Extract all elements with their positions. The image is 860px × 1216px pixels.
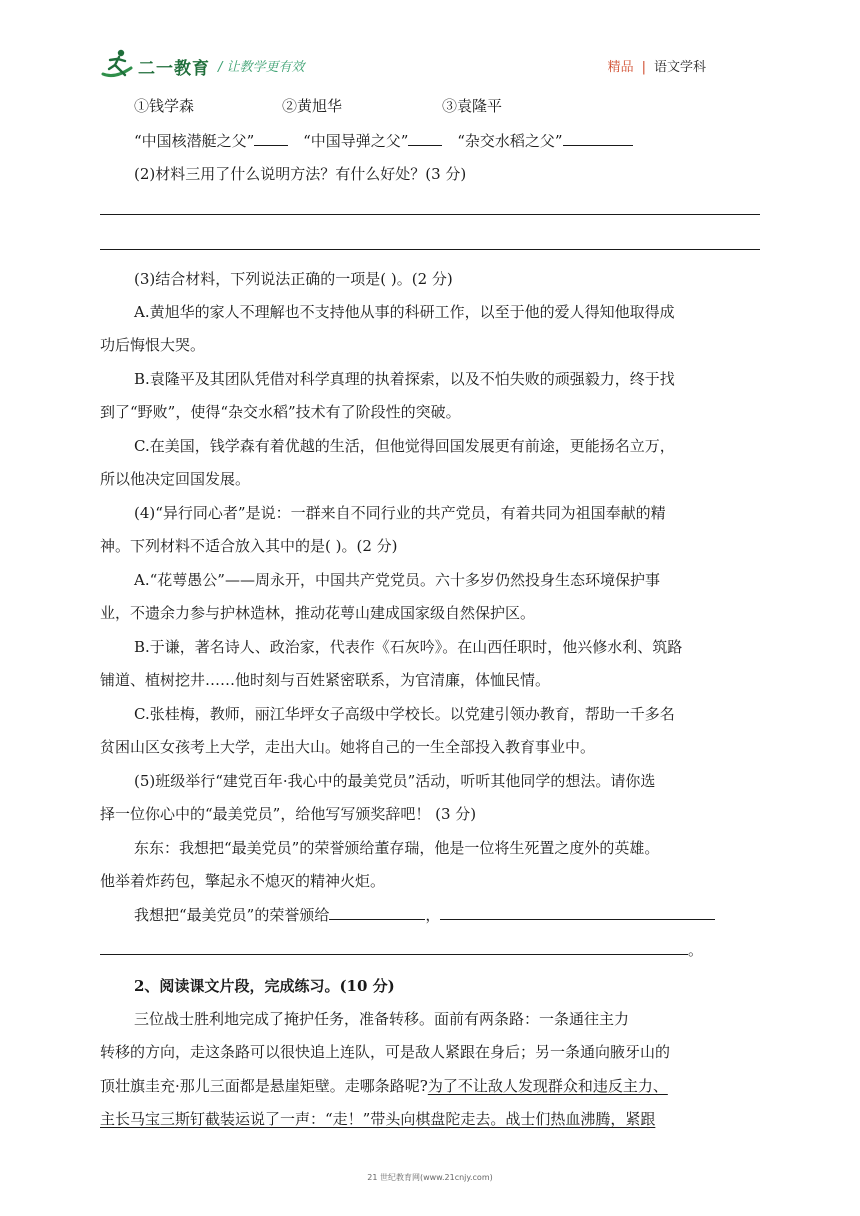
person-options — [134, 96, 502, 116]
q5-comma: ， — [425, 906, 441, 924]
passage-text: 顶壮旗圭充·那儿三面都是悬崖矩壁。走哪条路呢? — [100, 1077, 428, 1095]
q3-option-a-cont: 功后悔恨大哭。 — [100, 336, 206, 354]
quality-tag: 精品 — [607, 60, 634, 75]
header-divider: | — [641, 60, 646, 75]
question-5-stem-cont: 择一位你心中的“最美党员”，给他写写颁奖辞吧！ (3 分) — [100, 805, 477, 823]
passage-line: 三位战士胜利地完成了掩护任务，准备转移。面前有两条路：一条通往主力 — [134, 1010, 630, 1028]
q5-example-cont: 他举着炸药包，擎起永不熄灭的精神火炬。 — [100, 872, 386, 890]
answer-blank-2[interactable] — [408, 131, 442, 146]
subject-label: 语文学科 — [653, 60, 706, 75]
q4-option-a: A.“花萼愚公”——周永开，中国共产党党员。六十多岁仍然投身生态环境保护事 — [134, 571, 660, 589]
title-3: “杂交水稻之父” — [457, 132, 563, 150]
citation-blank[interactable] — [440, 905, 715, 920]
q5-period: 。 — [688, 941, 704, 959]
passage-line — [100, 1076, 668, 1096]
citation-blank-cont[interactable] — [100, 940, 688, 955]
answer-line[interactable] — [100, 214, 760, 215]
passage-line: 转移的方向，走这条路可以很快追上连队，可是敌人紧跟在身后；另一条通向腋牙山的 — [100, 1043, 671, 1061]
q3-option-c: C.在美国，钱学森有着优越的生活，但他觉得回国发展更有前途，更能扬名立万， — [134, 437, 675, 455]
q3-option-b: B.袁隆平及其团队凭借对科学真理的执着探索，以及不怕失败的顽强毅力，终于找 — [134, 370, 675, 388]
q5-example: 东东：我想把“最美党员”的荣誉颁给董存瑞，他是一位将生死置之度外的英雄。 — [134, 839, 660, 857]
q4-option-b: B.于谦，著名诗人、政治家，代表作《石灰吟》。在山西任职时，他兴修水利、筑路 — [134, 638, 683, 656]
q4-option-b-cont: 铺道、植树挖井……他时刻与百姓紧密联系，为官清廉，体恤民情。 — [100, 671, 551, 689]
option-3: ③袁隆平 — [442, 97, 503, 115]
option-2: ②黄旭华 — [282, 97, 343, 115]
header-subject — [608, 56, 706, 75]
nominee-blank[interactable] — [329, 905, 425, 920]
title-1: “中国核潜艇之父” — [134, 132, 255, 150]
question-4-stem: (4)“异行同心者”是说：一群来自不同行业的共产党员，有着共同为祖国奉献的精 — [134, 504, 666, 522]
match-row — [134, 131, 633, 151]
underlined-sentence: 为了不让敌人发现群众和违反主力、 — [427, 1077, 668, 1095]
answer-blank-1[interactable] — [254, 131, 288, 146]
q5-prompt-text: 我想把“最美党员”的荣誉颁给 — [134, 906, 330, 924]
question-4-stem-cont: 神。下列材料不适合放入其中的是( )。(2 分) — [100, 537, 398, 555]
underlined-sentence: 主长马宝三斯钉截装运说了一声：“走！”带头向棋盘陀走去。战士们热血沸腾，紧跟 — [100, 1110, 656, 1128]
logo-text: 二一教育 — [138, 59, 210, 79]
question-2: (2)材料三用了什么说明方法？有什么好处？(3 分) — [134, 165, 467, 183]
q4-option-a-cont: 业，不遗余力参与护林造林，推动花萼山建成国家级自然保护区。 — [100, 604, 536, 622]
q5-answer-prompt — [134, 905, 715, 925]
running-man-logo-icon — [100, 48, 134, 80]
q4-option-c-cont: 贫困山区女孩考上大学，走出大山。她将自己的一生全部投入教育事业中。 — [100, 738, 596, 756]
q3-option-a: A.黄旭华的家人不理解也不支持他从事的科研工作，以至于他的爱人得知他取得成 — [134, 303, 675, 321]
slogan: / 让教学更有效 — [218, 60, 305, 75]
question-5-stem: (5)班级举行“建党百年·我心中的最美党员”活动，听听其他同学的想法。请你选 — [134, 772, 656, 790]
page-header — [100, 44, 760, 84]
q4-option-c: C.张桂梅，教师，丽江华坪女子高级中学校长。以党建引领办教育，帮助一千多名 — [134, 705, 675, 723]
q3-option-b-cont: 到了“野败”，使得“杂交水稻”技术有了阶段性的突破。 — [100, 403, 461, 421]
page-footer: 21 世纪教育网(www.21cnjy.com) — [367, 1173, 493, 1182]
option-1: ①钱学森 — [134, 97, 195, 115]
section-2-title: 2、阅读课文片段，完成练习。(10 分) — [134, 977, 395, 995]
q5-answer-line — [100, 940, 703, 960]
answer-line[interactable] — [100, 249, 760, 250]
answer-blank-3[interactable] — [563, 131, 633, 146]
q3-option-c-cont: 所以他决定回国发展。 — [100, 470, 251, 488]
question-3-stem: (3)结合材料，下列说法正确的一项是( )。(2 分) — [134, 270, 453, 288]
title-2: “中国导弹之父” — [303, 132, 409, 150]
